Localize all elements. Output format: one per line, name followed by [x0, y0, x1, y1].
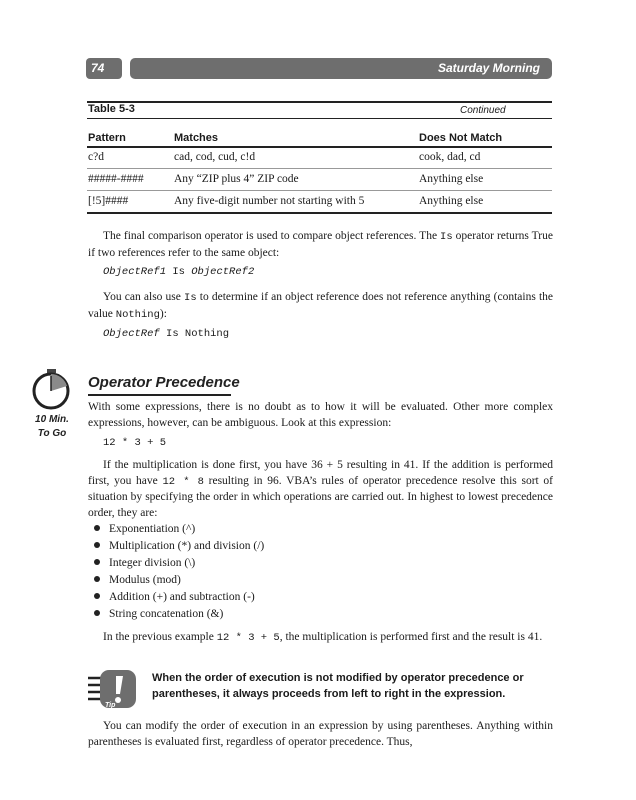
table-cell: Anything else — [419, 195, 484, 207]
table-title: Table 5-3 — [88, 103, 135, 115]
list-item: Modulus (mod) — [94, 574, 181, 586]
table-cell: [!5]#### — [88, 195, 129, 207]
bullet-icon — [94, 525, 100, 531]
list-item: String concatenation (&) — [94, 608, 223, 620]
table-cell: cad, cod, cud, c!d — [174, 151, 256, 163]
table-cell: Any five-digit number not starting with 5 — [174, 195, 365, 207]
table-cell: c?d — [88, 151, 104, 163]
running-title: Saturday Morning — [130, 58, 552, 79]
table-header-does-not-match: Does Not Match — [419, 132, 503, 144]
tip-icon-label: Tip — [105, 702, 116, 709]
heading-underline — [88, 394, 231, 396]
bullet-icon — [94, 576, 100, 582]
stopwatch-icon — [30, 368, 74, 412]
tip-text: When the order of execution is not modified by operator precedence or parentheses, it always proceeds from left to right in the expression. — [152, 672, 524, 700]
code-line: ObjectRef1 Is ObjectRef2 — [103, 266, 255, 278]
paragraph: In the previous example 12 * 3 + 5, the multiplication is performed first and the result is 41. — [103, 631, 543, 644]
paragraph: You can also use Is to determine if an object reference does not reference anything (contains the value Nothing): — [88, 291, 553, 321]
page-number: 74 — [86, 58, 122, 79]
section-heading: Operator Precedence — [88, 374, 240, 391]
table-cell: Anything else — [419, 173, 484, 185]
code-line: ObjectRef Is Nothing — [103, 328, 230, 340]
table-cell: cook, dad, cd — [419, 151, 481, 163]
table-header-rule — [87, 146, 552, 148]
paragraph: If the multiplication is done first, you have 36 + 5 resulting in 41. If the addition is performed first, you have 12 * 8 resulting in 96. VBA’s rules of operator precedence resolve this sort of situation by specifying the order in which operations are carried out. In highest to lowest precedence order, they are: — [88, 459, 554, 519]
paragraph: The final comparison operator is used to compare object references. The Is operator returns True if two references refer to the same object: — [88, 230, 553, 259]
table-continued: Continued — [460, 105, 506, 116]
time-remaining-note: 10 Min. To Go — [35, 414, 69, 439]
tip-icon — [86, 666, 140, 712]
list-item: Multiplication (*) and division (/) — [94, 540, 264, 552]
list-item: Integer division (\) — [94, 557, 195, 569]
table-row-rule — [87, 168, 552, 169]
bullet-icon — [94, 559, 100, 565]
list-item: Exponentiation (^) — [94, 523, 195, 535]
code-line: 12 * 3 + 5 — [103, 437, 167, 449]
list-item: Addition (+) and subtraction (-) — [94, 591, 255, 603]
bullet-icon — [94, 610, 100, 616]
table-title-rule — [87, 118, 552, 119]
table-row-rule — [87, 190, 552, 191]
bullet-icon — [94, 542, 100, 548]
table-bottom-rule — [87, 212, 552, 214]
paragraph: You can modify the order of execution in an expression by using parentheses. Anything within parentheses is evaluated first, regardless of operator precedence. Thus, — [88, 720, 553, 748]
table-cell: #####-#### — [88, 173, 144, 185]
bullet-icon — [94, 593, 100, 599]
table-cell: Any “ZIP plus 4” ZIP code — [174, 173, 299, 185]
table-header-pattern: Pattern — [88, 132, 126, 144]
paragraph: With some expressions, there is no doubt as to how it will be evaluated. Other more complex expressions, however, can be ambiguous. Look at this expression: — [88, 401, 553, 429]
table-top-rule — [87, 101, 552, 103]
table-header-matches: Matches — [174, 132, 219, 144]
